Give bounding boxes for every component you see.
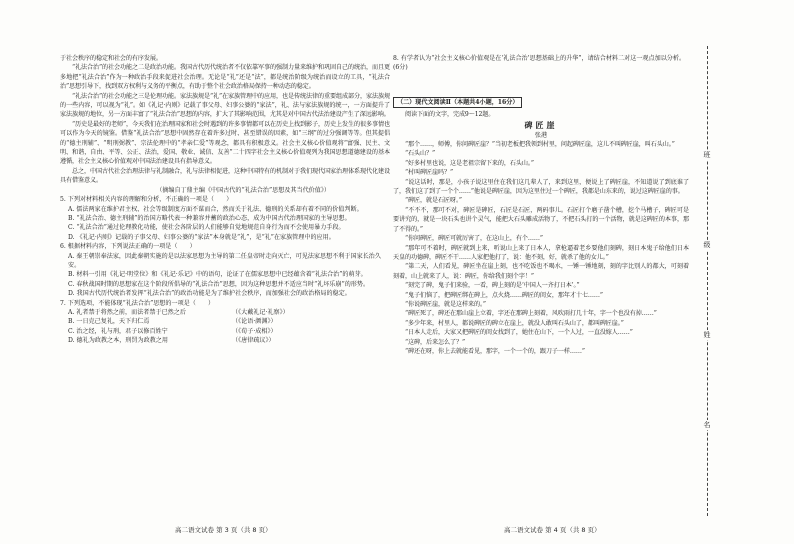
q7-option-d-source: （《唐律疏议》） xyxy=(232,337,275,345)
page-footer-left: 高二语文试卷 第 3 页（共 8 页） xyxy=(175,526,272,534)
question-5: 5. 下列对材料相关内容的理解和分析，不正确的一项是（ ） xyxy=(60,196,233,204)
story-paragraph: “好多村里也说，这是老祖宗留下来的，石头山。” xyxy=(405,159,534,167)
question-6: 6. 根据材料内容，下列说法正确的一项是（ ） xyxy=(60,243,196,251)
source-citation: （摘编自丁鼎主编《中国古代的“礼法合治”思想及其当代价值》） xyxy=(156,186,330,194)
story-paragraph: “你说碑匠崖，就是这样来的。” xyxy=(405,300,486,308)
right-page-column xyxy=(393,54,689,519)
q7-option-b-source: （《论语·颜渊》） xyxy=(232,318,277,326)
story-title: 碑匠崖 xyxy=(524,119,558,130)
story-paragraph: “第二天，人们看见，碑匠坐在崖上刻，也不吃饭也不喝水，一锤一锤地刻，刻的字比别人的都大，可刻着刻着，山上就来了人，说：碑匠，你给我们刻个字！” xyxy=(393,263,689,280)
story-paragraph: “那年可不着时，碑匠就到上来，听说山上来了日本人，拿枪逼着老乡要他们刻碑，刻日本鬼子给他们日本天皇的功德碑，碑匠不干……人家把他打了，说：他不刻，好，就杀了他的女儿。” xyxy=(393,244,689,261)
story-body xyxy=(393,140,689,356)
story-paragraph: “这碑，后来怎么了？” xyxy=(405,338,465,346)
story-paragraph: “那个……，师傅，你问碑匠崖？”当初老板把我领到村里，问起碑匠崖，这儿不叫碑匠崖，叫石头山。” xyxy=(405,141,675,149)
q7-option-a: A. 礼者禁于将然之前，而法者禁于已然之后 xyxy=(68,308,186,316)
q7-option-c: C. 治之经，礼与刑，君子以修百姓宁 xyxy=(68,327,168,335)
story-author: 张港 xyxy=(534,131,548,139)
q7-option-d: D. 德礼为政教之本，刑罚为政教之用 xyxy=(68,337,168,345)
q6-option-c: C. 春秋战国时期的思想家在这个阶段所倡导的“礼法合治”思想，因为这种思想并不适应当时“礼坏乐崩”的形势。 xyxy=(68,280,370,288)
left-page-column xyxy=(60,54,390,519)
paragraph: “礼法合治”的社会功能之三是伦理功能。家法族规是“礼”在家族管理中的应用，也是传统法律的重要组成部分，家法族规的一些内容，可以视为“礼”。如《礼记·内则》记载了事父母、妇事公婆的“家法”，礼、法与家法族规的统一，一方面提升了家法族规的地位，另一方面丰富了“礼法合治”思想的内容，扩大了其影响范围，尤其是对中国古代法治建设产生了深远影响。 xyxy=(60,92,390,119)
question-8: 8. 有学者认为“社会主义核心价值观是在‘礼法合治’思想基础上的升华”，请结合材料二对这一观点加以分析。(6分) xyxy=(393,55,686,72)
paragraph: “礼法合治”的社会功能之二是政治功能。我国古代历代统治者不仅依靠军事的强制力量来维护和巩固自己的统治，而且更多地把“礼法合治”作为一种政治手段来促进社会治理。无论是“礼”还是“法”，都是统治阶级为统治而设立的工具，“礼法合治”思想引导下，找到双方权利与义务的平衡点，有助于整个社会政治格局保持一种动态的稳定。 xyxy=(60,64,390,91)
paragraph: 总之，中国古代社会治理法律与礼制融合，礼与法律相促进，这种中国特有的机制对于我们现代国家治理体系现代化建设具有借鉴意义。 xyxy=(60,167,390,185)
page-footer-right: 高二语文试卷 第 4 页（共 8 页） xyxy=(504,526,601,534)
section-heading: （二）现代文阅读Ⅱ（本题共4小题，16分） xyxy=(393,97,522,108)
binding-label: 名 xyxy=(700,420,714,430)
story-paragraph: “碑还在呀，你上去就能看见，那字，一个一个的，跟刀子一样……” xyxy=(405,347,585,355)
reading-instruction: 阅读下面的文字，完成9～12题。 xyxy=(405,111,495,119)
q5-option-b: B. “礼法合治、德主刑辅”的治国方略代表一种兼容并蓄的政治心态，成为中国古代治理国家的主导思想。 xyxy=(68,214,351,222)
q6-option-d: D. 我国古代历代统治者发挥“礼法合治”的政治功能是为了维护社会秩序，而加强社会的政治格局的稳定。 xyxy=(68,290,351,298)
paragraph: “历史是最好的老师”，今天我们在治理国家和社会时遇到的许多事情都可以在历史上找到影子，历史上发生的很多事情也可以作为今天的镜鉴。借鉴“礼法合治”思想中固然存在着许多过时、甚至错误的因素，如“三纲”的过分强调等等。但其提倡的“德主刑辅”、“明刑弼教”、宗法伦理中的“孝亲仁爱”等观念，都具有积极意义。社会主义核心价值观将“富强、民主、文明、和谐，自由、平等、公正、法治，爱国、敬业、诚信、友善”二十四字社会主义核心价值观列为我国思想道德建设的基本遵循，社会主义核心价值观对中国法治建设具有指导意义。 xyxy=(60,120,390,166)
story-paragraph: “多少年来，村里人，都说碑匠的碑立在崖上，就没人敢叫石头山了，都叫碑匠崖。” xyxy=(405,319,624,327)
paragraph: 于社会秩序的稳定和社会的有序发展。 xyxy=(60,55,162,62)
binding-line xyxy=(707,46,708,516)
story-paragraph: “日本人走后，大家又把碑匠的闺女找到了，她住在山下，一个人过，一直没嫁人……” xyxy=(405,329,633,337)
q5-option-c: C. “礼法合治”通过伦理教化功能，使社会各阶层的人们能够自觉地规范自身行为而不会使用暴力手段。 xyxy=(68,224,345,232)
q7-option-b: B. 一日克己复礼，天下归仁焉 xyxy=(68,318,150,326)
story-paragraph: “碑匠，就是石匠呀。” xyxy=(405,197,462,205)
q7-options xyxy=(60,308,390,346)
binding-label: 级 xyxy=(700,240,714,250)
q5-option-d: D. 《礼记·内则》记载的子事父母、妇事公婆的“家法”本身就是“礼”，是“礼”在家族管理中的应用。 xyxy=(68,233,335,241)
q7-option-c-source: （《荀子·成相》） xyxy=(232,327,277,335)
q5-option-a: A. 儒法两家在维护君主权、社会等级制度方面不谋而合，然而关于礼法、德刑的关系却有着不同的价值判断。 xyxy=(68,205,363,213)
q6-option-a: A. 秦王朝崇奉法家，因此秦朝实施的是以法家思想为主导的第二任皇帝时走向灭亡，可见法家思想不利于国家长治久安。 xyxy=(68,252,381,269)
answer-space xyxy=(393,73,689,95)
story-paragraph: “村叫碑匠崖吗？” xyxy=(405,169,453,177)
story-paragraph: “不不不，那可不对，碑匠是碑匠，石匠是石匠，两码事儿。石匠打个磨子凿个槽，挖个马槽子，碑匠可是要讲究的，就是一块石头也讲个灵气，能把大石头雕成活物了，不把石头打的一个活物，就是这碑匠的本事，那了不得的。” xyxy=(393,206,689,233)
question-7: 7. 下列选项，不能体现“礼法合治”思想的一项是（ ） xyxy=(60,299,215,307)
story-paragraph: “鬼子们恼了，把碑匠绑在碑上，点火烧……碑匠的闺女，那年才十七……” xyxy=(405,291,603,299)
story-paragraph: “刻完了碑，鬼子们来验，一看，碑上刻的是‘中国人一齐打日本’。” xyxy=(405,282,580,290)
story-paragraph: “说这话时，那是，小孩子说这里住在我们这几辈人了，来到这里，便说上了碑匠崖，不知道说了到底谁了了，我们这了到了一个个……”他说是碑匠崖，因为这里住过一个碑匠，我都是山东来的，说过这碑匠崖的事。 xyxy=(393,178,689,196)
binding-label: 班 xyxy=(700,150,714,160)
binding-label: 姓 xyxy=(700,330,714,340)
story-paragraph: “石头山？” xyxy=(405,150,436,158)
story-paragraph: “碑匠死了，碑还在那山崖上立着，字还在那碑上刻着，风吹雨打几十年，字一个也没有掉……” xyxy=(405,310,657,318)
q7-option-a-source: （《大戴礼记·礼察》） xyxy=(232,308,289,316)
story-paragraph: “你问碑匠，碑匠可就厉害了，在这山上，有个……” xyxy=(405,235,543,243)
q6-option-b: B. 材料一引用《礼记·明堂位》和《礼记·乐记》中的语句，论证了在儒家思想中已经蕴含着“礼法合治”的萌芽。 xyxy=(68,271,367,279)
